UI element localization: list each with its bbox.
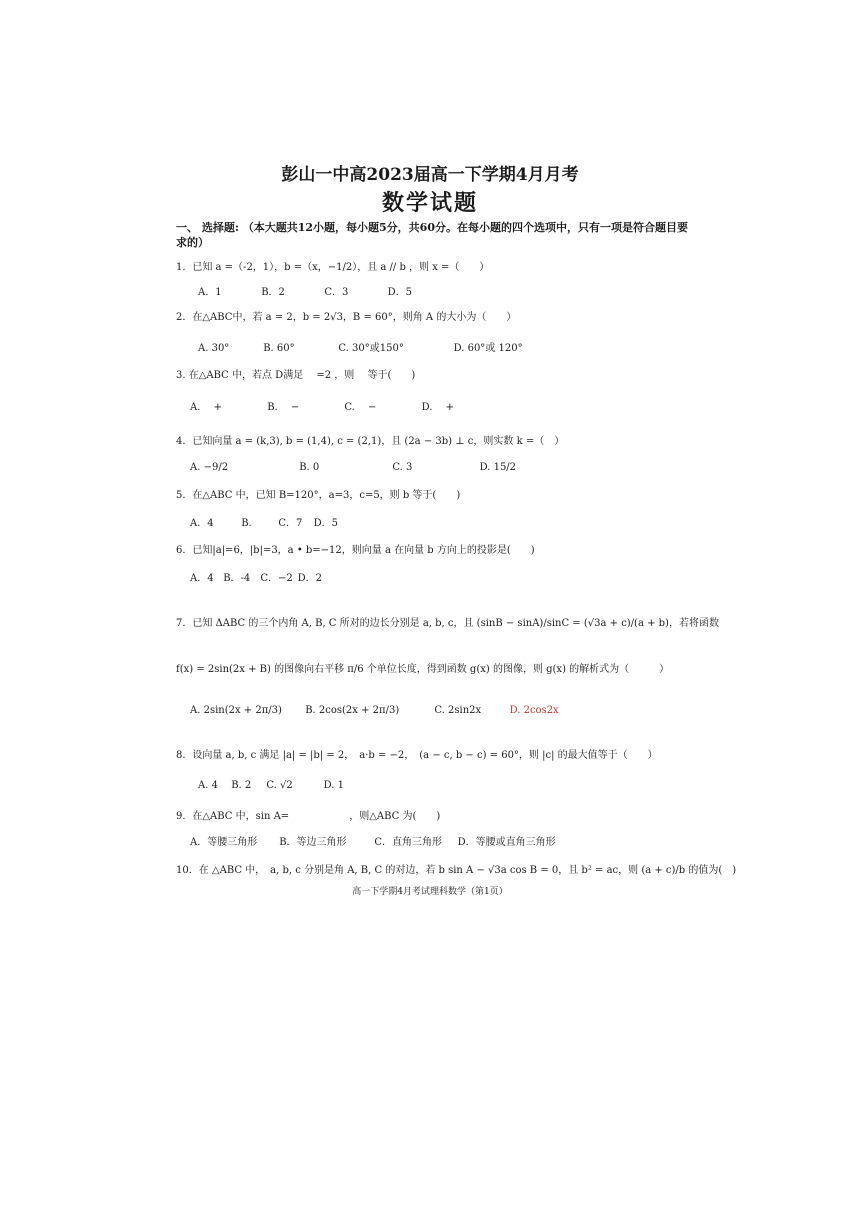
option-d: D．5 — [313, 518, 338, 529]
question-4: 4．已知向量 a = (k,3), b = (1,4), c = (2,1)，且 (2a − 3b) ⊥ c，则实数 k =（ ） — [176, 436, 565, 447]
question-9-options — [190, 833, 556, 848]
option-c: C．3 — [324, 287, 349, 298]
option-d: D. + — [421, 402, 454, 413]
option-a: A. 2sin(2x + 2π/3) — [190, 705, 282, 716]
question-5-options — [190, 514, 338, 529]
question-9: 9．在△ABC 中，sin A= ，则△ABC 为( ) — [176, 811, 441, 822]
option-d: D. 1 — [323, 780, 344, 791]
option-a: A．4 — [190, 518, 214, 529]
question-7-continued: f(x) = 2sin(2x + B) 的图像向右平移 π/6 个单位长度，得到函数 g(x) 的图像，则 g(x) 的解析式为（ ） — [176, 664, 670, 675]
question-7: 7．已知 ΔABC 的三个内角 A, B, C 所对的边长分别是 a, b, c，且 (sinB − sinA)/sinC = (√3a + c)/(a + b)，若将函数 — [176, 618, 719, 629]
question-3-options — [190, 398, 454, 413]
option-d: D. 60°或 120° — [453, 343, 523, 354]
option-c: C. 30°或150° — [338, 343, 404, 354]
page-footer: 高一下学期4月考试理科数学（第1页） — [352, 887, 508, 897]
option-a: A．等腰三角形 — [190, 837, 258, 848]
section-heading: 一、 选择题: （本大题共12小题，每小题5分，共60分。在每小题的四个选项中，只有一项是符合题目要求的） — [176, 221, 688, 249]
option-b: B．-4 — [223, 573, 251, 584]
option-d: D．等腰或直角三角形 — [457, 837, 556, 848]
option-b: B. — [241, 518, 252, 529]
option-c: C．−2 — [260, 573, 293, 584]
option-a: A. + — [190, 402, 222, 413]
exam-title: 彭山一中高2023届高一下学期4月月考 — [281, 165, 579, 185]
option-b: B．等边三角形 — [279, 837, 347, 848]
option-a: A．4 — [190, 573, 214, 584]
option-b: B. 60° — [263, 343, 295, 354]
question-2-options — [198, 339, 523, 354]
option-a: A. 30° — [198, 343, 230, 354]
question-2: 2．在△ABC中，若 a = 2，b = 2√3，B = 60°，则角 A 的大小为（ ） — [176, 312, 517, 323]
option-c: C. − — [344, 402, 377, 413]
option-c: C．直角三角形 — [374, 837, 443, 848]
option-b: B．2 — [261, 287, 285, 298]
question-10: 10．在 △ABC 中， a, b, c 分别是角 A, B, C 的对边，若 b sin A − √3a cos B = 0，且 b² = ac，则 (a + c)/b 的值为( ) — [176, 865, 737, 876]
option-a: A．1 — [198, 287, 222, 298]
option-c: C. √2 — [266, 780, 293, 791]
option-c: C. 2sin2x — [434, 705, 482, 716]
question-6: 6．已知|a|=6，|b|=3，a • b=−12，则向量 a 在向量 b 方向上的投影是( ) — [176, 545, 535, 556]
option-b: B. 2cos(2x + 2π/3) — [305, 705, 400, 716]
question-7-options — [190, 705, 559, 716]
option-d: D．5 — [387, 287, 412, 298]
question-1: 1．已知 a =（-2，1），b =（x，−1/2），且 a // b ，则 x =（ ） — [176, 262, 490, 273]
option-a: A. −9/2 — [190, 462, 229, 473]
option-c: C. 3 — [392, 462, 413, 473]
exam-subtitle: 数学试题 — [381, 190, 478, 216]
question-8: 8．设向量 a, b, c 满足 |a| = |b| = 2， a·b = −2， (a − c, b − c) = 60°，则 |c| 的最大值等于（ ） — [176, 750, 658, 761]
question-5: 5．在△ABC 中，已知 B=120°，a=3，c=5，则 b 等于( ) — [176, 490, 461, 501]
option-a: A. 4 — [198, 780, 218, 791]
question-1-options — [198, 283, 412, 298]
option-c: C．7 — [278, 518, 303, 529]
question-6-options — [190, 569, 322, 584]
option-d: D．2 — [297, 573, 322, 584]
option-d: D. 15/2 — [479, 462, 517, 473]
option-b: B. 0 — [299, 462, 320, 473]
option-d: D. 2cos2x — [509, 705, 559, 716]
option-b: B. 2 — [231, 780, 252, 791]
question-4-options — [190, 462, 516, 473]
question-3: 3. 在△ABC 中，若点 D满足 =2 ，则 等于( ) — [176, 370, 416, 381]
option-b: B. − — [267, 402, 300, 413]
question-8-options — [198, 780, 344, 791]
